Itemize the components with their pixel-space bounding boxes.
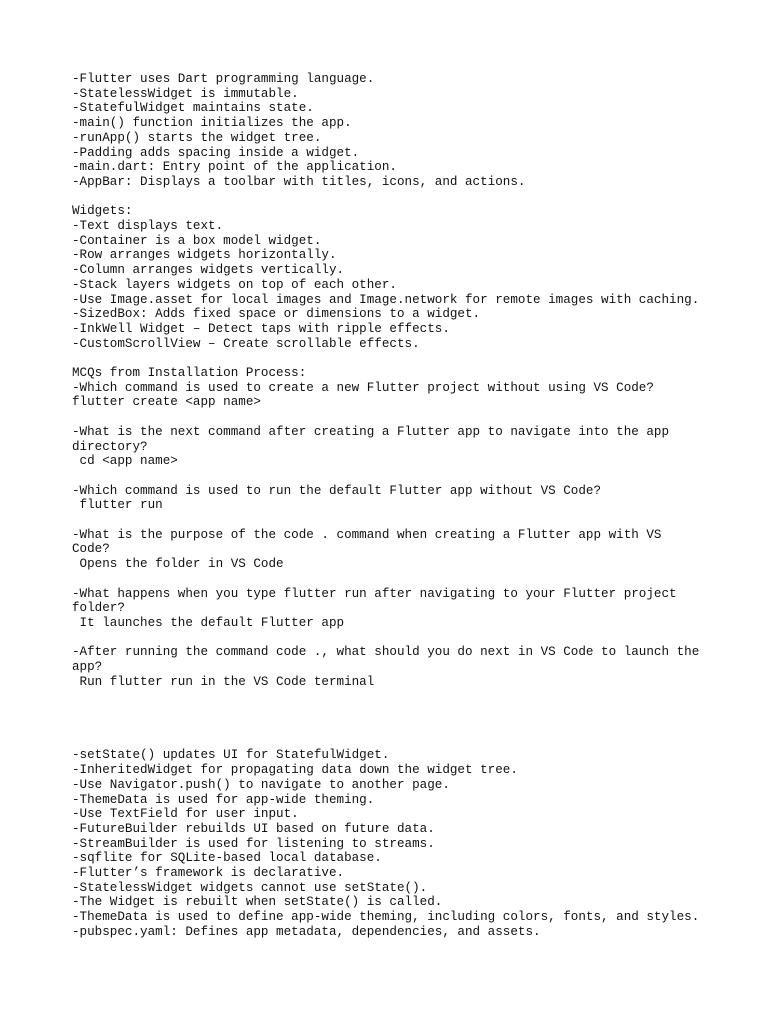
advanced-line: -FutureBuilder rebuilds UI based on future data. xyxy=(72,821,435,836)
document-page xyxy=(72,72,732,940)
spacer xyxy=(72,351,732,366)
mcq-answer: flutter create <app name> xyxy=(72,395,261,410)
spacer xyxy=(72,572,732,587)
advanced-line: -StatelessWidget widgets cannot use setState(). xyxy=(72,880,428,895)
basics-line: -Flutter uses Dart programming language. xyxy=(72,72,375,86)
spacer xyxy=(72,513,732,528)
advanced-line: -ThemeData is used for app-wide theming. xyxy=(72,792,375,807)
advanced-line: -ThemeData is used to define app-wide theming, including colors, fonts, and styles. xyxy=(72,910,700,925)
mcq-question: -After running the command code ., what should you do next in VS Code to launch the xyxy=(72,645,700,660)
widgets-line: -Column arranges widgets vertically. xyxy=(72,263,345,278)
spacer xyxy=(72,190,732,205)
mcq-answer: It launches the default Flutter app xyxy=(72,615,345,630)
basics-section xyxy=(72,72,732,190)
mcq-question: -What happens when you type flutter run after navigating to your Flutter project xyxy=(72,586,677,601)
mcq-answer: cd <app name> xyxy=(72,454,178,469)
mcq-question: folder? xyxy=(72,601,125,616)
widgets-section xyxy=(72,204,732,351)
mcq-question: app? xyxy=(72,660,103,675)
widgets-line: -SizedBox: Adds fixed space or dimensions to a widget. xyxy=(72,307,481,322)
widgets-line: -Container is a box model widget. xyxy=(72,233,322,248)
mcq-question: Code? xyxy=(72,542,110,557)
mcqs-heading: MCQs from Installation Process: xyxy=(72,366,307,381)
advanced-line: -Flutter’s framework is declarative. xyxy=(72,866,345,881)
basics-line: -main.dart: Entry point of the application. xyxy=(72,160,397,175)
mcq-answer: flutter run xyxy=(72,498,163,513)
mcq-question: -What is the next command after creating a Flutter app to navigate into the app xyxy=(72,424,670,439)
advanced-line: -InheritedWidget for propagating data down the widget tree. xyxy=(72,763,518,778)
widgets-heading: Widgets: xyxy=(72,204,133,219)
advanced-line: -StreamBuilder is used for listening to streams. xyxy=(72,836,435,851)
widgets-line: -Row arranges widgets horizontally. xyxy=(72,248,337,263)
spacer xyxy=(72,410,732,425)
basics-line: -Padding adds spacing inside a widget. xyxy=(72,145,360,160)
spacer xyxy=(72,631,732,646)
advanced-line: -sqflite for SQLite-based local database. xyxy=(72,851,382,866)
mcq-answer: Opens the folder in VS Code xyxy=(72,557,284,572)
widgets-line: -Use Image.asset for local images and Image.network for remote images with caching. xyxy=(72,292,700,307)
widgets-line: -InkWell Widget – Detect taps with ripple effects. xyxy=(72,321,450,336)
mcq-question: -Which command is used to create a new Flutter project without using VS Code? xyxy=(72,380,654,395)
widgets-line: -CustomScrollView – Create scrollable effects. xyxy=(72,336,420,351)
advanced-line: -Use TextField for user input. xyxy=(72,807,299,822)
basics-line: -AppBar: Displays a toolbar with titles, icons, and actions. xyxy=(72,174,526,189)
basics-line: -StatefulWidget maintains state. xyxy=(72,101,314,116)
widgets-line: -Text displays text. xyxy=(72,219,224,234)
advanced-line: -The Widget is rebuilt when setState() is called. xyxy=(72,895,443,910)
spacer xyxy=(72,689,732,748)
widgets-line: -Stack layers widgets on top of each other. xyxy=(72,277,397,292)
basics-line: -StatelessWidget is immutable. xyxy=(72,86,299,101)
advanced-section xyxy=(72,748,732,939)
mcq-question: -Which command is used to run the default Flutter app without VS Code? xyxy=(72,483,602,498)
spacer xyxy=(72,469,732,484)
basics-line: -runApp() starts the widget tree. xyxy=(72,130,322,145)
advanced-line: -setState() updates UI for StatefulWidget. xyxy=(72,748,390,763)
mcq-answer: Run flutter run in the VS Code terminal xyxy=(72,674,375,689)
advanced-line: -pubspec.yaml: Defines app metadata, dependencies, and assets. xyxy=(72,924,541,939)
basics-line: -main() function initializes the app. xyxy=(72,116,352,131)
advanced-line: -Use Navigator.push() to navigate to another page. xyxy=(72,777,450,792)
mcqs-section xyxy=(72,366,732,689)
mcq-question: directory? xyxy=(72,439,148,454)
mcq-question: -What is the purpose of the code . command when creating a Flutter app with VS xyxy=(72,527,662,542)
